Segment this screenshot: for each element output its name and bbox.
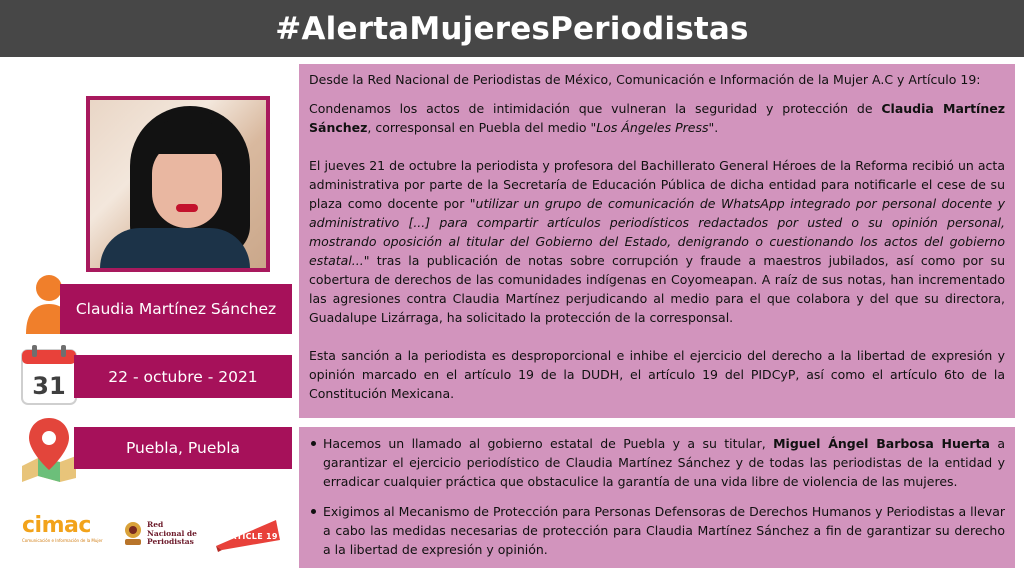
portrait-photo [90,100,266,268]
red-nacional-periodistas-logo: Red Nacional de Periodistas [122,518,202,550]
sep-quote: "utilizar un grupo de comunicación de WhatsApp integrado por personal docente y administrativo [...] para compartir artículos periodísticos redactados por usted o su opinión personal, mostrando oposición al titular del Gobierno del Estado, denigrando o cuestionando los actos del gobierno estatal..." [309,196,1005,268]
facts-paragraph: El jueves 21 de octubre la periodista y profesora del Bachillerato General Héroes de la Reforma recibió un acta administrativa por parte de la Secretaría de Educación Pública de dicha entidad para notificarle el cese de su plaza como docente por "utilizar un grupo de comunicación de WhatsApp integrado por personal docente y administrativo [...] para compartir artículos periodísticos redactados por usted o su opinión personal, mostrando oposición al titular del Gobierno del Estado, denigrando o cuestionando los actos del gobierno estatal..." tras la publicación de notas sobre corrupción y fraude a maestros jubilados, así como por su cobertura de derechos de las comunidades indígenas en Coyomeapan. A raíz de sus notas, han incrementado las agresiones contra Claudia Martínez perjudicando al medio para el que colabora y del que su directora, Guadalupe Lizárraga, ha solicitado la protección de la corresponsal. [309,158,1005,325]
event-location: Puebla, Puebla [74,427,292,469]
cimac-logo: cimac Comunicación e Información de la Mujer [22,513,103,543]
map-pin-icon [18,416,80,482]
portrait-frame [86,96,270,272]
governor-name: Miguel Ángel Barbosa Huerta [773,436,990,451]
calendar-icon [20,344,78,406]
sanction-paragraph: Esta sanción a la periodista es desproporcional e inhibe el ejercicio del derecho a la libertad de expresión y opinión marcado en el artículo 19 de la DUDH, el artículo 19 del PIDCyP, así como el artículo 6to de la Constitución Mexicana. [309,348,1005,401]
calendar-day: 31 [32,372,66,400]
red-nacional-mark-icon [122,521,144,547]
demand-item: Hacemos un llamado al gobierno estatal de Puebla y a su titular, Miguel Ángel Barbosa Huerta a garantizar el ejercicio periodístico de Claudia Martínez Sánchez y de todas las periodistas de la entidad y erradicar cualquier práctica que obstaculice la garantía de una vida libre de violencia de las mujeres. [309,434,1005,491]
outlet-name: "Los Ángeles Press" [590,120,715,135]
page-title: #AlertaMujeresPeriodistas [0,0,1024,57]
demands-list [309,434,1005,559]
event-date: 22 - octubre - 2021 [74,355,292,398]
demand-item: Exigimos al Mecanismo de Protección para Personas Defensoras de Derechos Humanos y Periodistas a llevar a cabo las medidas necesarias de protección para Claudia Martínez Sánchez a fin de garantizar su derecho a la libertad de expresión y opinión. [309,502,1005,559]
statement-panel [299,64,1015,418]
article19-logo: ARTICLE 19 [214,516,282,552]
journalist-name-bold: Claudia Martínez Sánchez [309,101,1005,135]
demands-panel [299,427,1015,568]
intro-paragraph: Desde la Red Nacional de Periodistas de México, Comunicación e Información de la Mujer A.C y Artículo 19: [309,72,981,87]
journalist-name: Claudia Martínez Sánchez [60,284,292,334]
condemn-paragraph: Condenamos los actos de intimidación que vulneran la seguridad y protección de Claudia Martínez Sánchez, corresponsal en Puebla del medio "Los Ángeles Press". [309,101,1005,135]
